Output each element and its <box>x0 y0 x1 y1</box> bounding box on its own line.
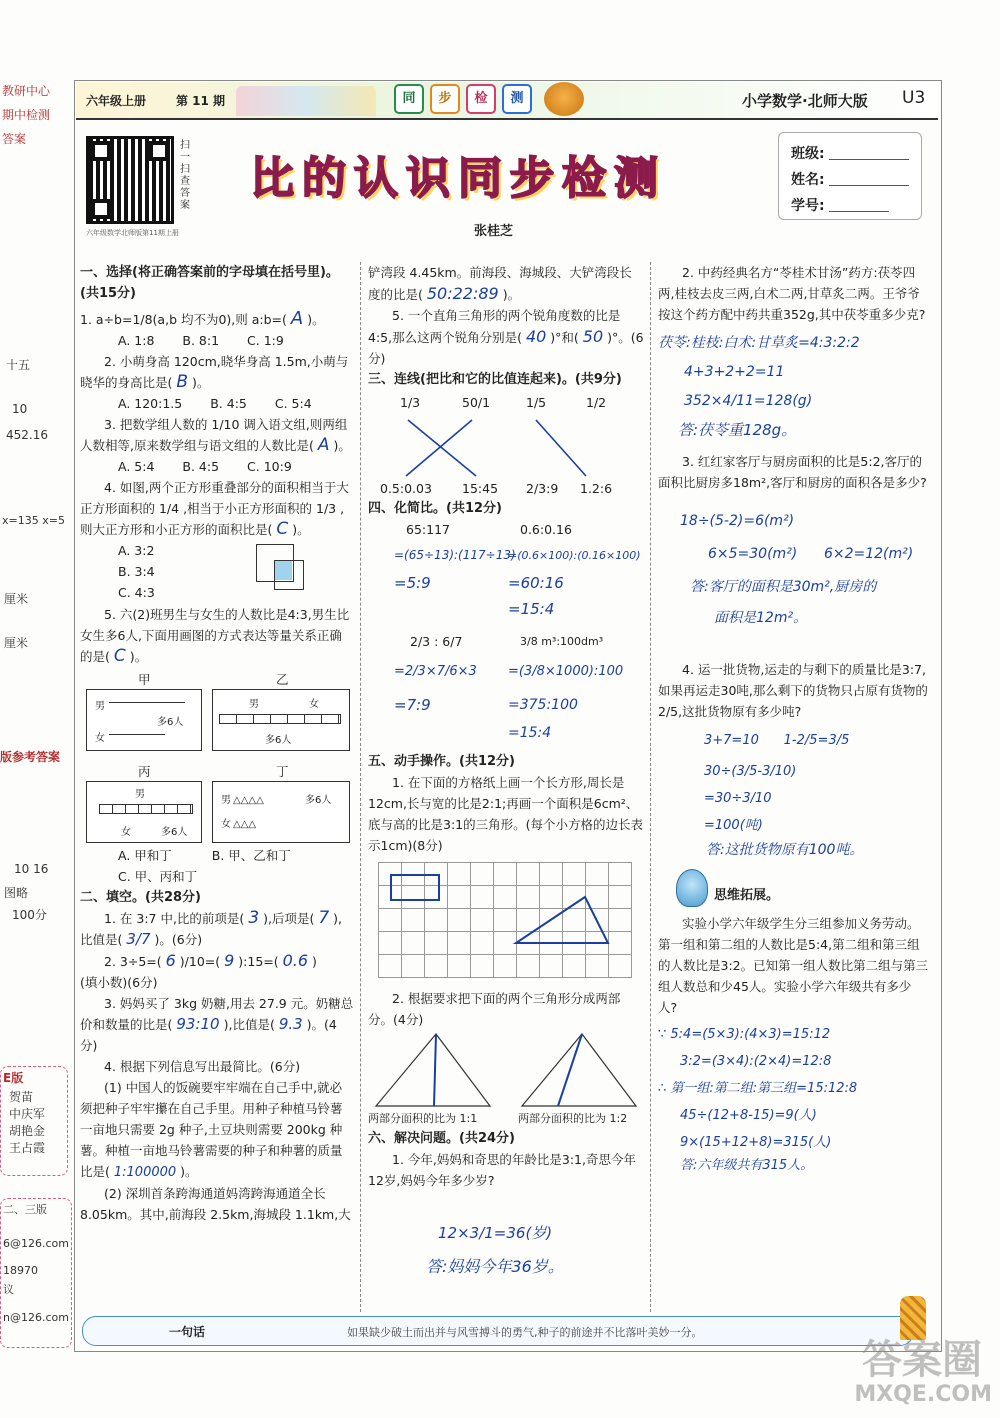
q1-answer: A <box>290 308 304 329</box>
column-2 <box>368 262 644 1277</box>
fig-label-ding: 丁 <box>276 764 289 779</box>
info-row: 班级: <box>791 146 825 162</box>
q5-options: A. 甲和丁 B. 甲、乙和丁 <box>118 848 291 863</box>
ext-work: 45÷(12+8-15)=9(人) <box>680 1108 817 1123</box>
a2-answer: 答:茯苓重128g。 <box>678 421 797 439</box>
f1: 1. 在 3:7 中,比的前项是( 3 ),后项是( 7 ),比值是( 3/7 )。(6分) <box>80 908 343 948</box>
fig-yi: 男 女 多6人 <box>212 689 350 751</box>
castle-decoration <box>236 86 376 116</box>
q2: 2. 小萌身高 120cm,晓华身高 1.5m,小萌与晓华的身高比是( B )。 <box>80 354 349 392</box>
class-field[interactable] <box>829 159 909 160</box>
lightbulb-icon <box>676 869 708 907</box>
info-row: 姓名: <box>791 172 825 188</box>
q4-answer: C <box>276 519 289 539</box>
fig-label-jia: 甲 <box>138 672 151 687</box>
column-1 <box>80 262 354 1225</box>
f4-2-answer: 50:22:89 <box>426 284 499 303</box>
simplify-work: =5:9 <box>394 574 431 592</box>
triangles: △△△ <box>233 819 257 830</box>
footer-label: 一句话 <box>169 1325 206 1339</box>
f2-note: (填小数)(6分) <box>80 975 158 990</box>
strip-frag: 版参考答案 <box>0 750 61 764</box>
name-field[interactable] <box>829 185 909 186</box>
a3: 3. 红红家客厅与厨房面积的比是5:2,客厅的面积比厨房多18m²,客厅和厨房的面积各是多少? <box>658 454 927 490</box>
f4-1-answer: 1:100000 <box>113 1165 177 1180</box>
fig-label-bing: 丙 <box>138 764 151 779</box>
badge-char: 步 <box>430 84 460 114</box>
grade-label: 六年级上册 <box>86 94 147 108</box>
a4-work: =100(吨) <box>704 818 763 833</box>
col-divider <box>650 262 651 1312</box>
a3-answer: 面积是12m²。 <box>714 610 808 626</box>
header-bar <box>76 82 938 120</box>
a1-work: 12×3/1=36(岁) <box>438 1224 553 1242</box>
overlap-region <box>275 561 292 580</box>
a1-answer: 答:妈妈今年36岁。 <box>426 1257 564 1276</box>
strip-frag: 图略 <box>4 886 29 900</box>
strip-frag: x=135 x=5 <box>2 514 65 527</box>
f1-answer: 7 <box>318 908 330 928</box>
tiger-mascot-icon <box>544 82 584 116</box>
triangle-left <box>368 1030 644 1110</box>
q4: 4. 如图,两个正方形重叠部分的面积相当于大正方形面积的 1/4 ,相当于小正方形面积的 1/3 ,则大正方形和小正方形的面积比是( C )。 <box>80 480 349 539</box>
column-3 <box>658 262 930 1176</box>
a2-work: 4+3+2+2=11 <box>684 364 785 380</box>
f4-1: (1) 中国人的饭碗要牢牢端在自己手中,就必须把种子牢牢攥在自己手里。用种子种植马铃薯一亩地只需要 2g 种子,土豆块则需要 200kg 种薯。种植一亩地马铃薯需要的种子和种薯的质量比是( 1:100000 )。 <box>80 1080 343 1180</box>
editor-name: 胡艳金 <box>9 1124 46 1138</box>
triangle-caption: 两部分面积的比为 1:1 <box>368 1112 478 1125</box>
page-code: U3 <box>902 88 926 108</box>
f5: 5. 一个直角三角形的两个锐角度数的比是 4:5,那么这两个锐角分别是( 40 )°和( 50 )°。(6分) <box>368 308 644 366</box>
section-choice-title: 一、选择(将正确答案前的字母填在括号里)。(共15分) <box>80 265 339 301</box>
editor-name: 贺苗 <box>9 1090 34 1104</box>
f4: 4. 根据下列信息写出最简比。(6分) <box>104 1059 301 1074</box>
qr-corner <box>91 141 111 161</box>
a4-work: 3+7=10 1-2/5=3/5 <box>704 733 850 748</box>
watermark-text: MXQE.COM <box>854 1382 992 1407</box>
q2-options: A. 120:1.5 B. 4:5 C. 5:4 <box>118 396 312 411</box>
simplify-problem: 65:117 <box>406 522 450 537</box>
ext-work: 9×(15+12+8)=315(人) <box>680 1135 832 1150</box>
op2: 2. 根据要求把下面的两个三角形分成两部分。(4分) <box>368 991 621 1027</box>
info-row: 学号: <box>791 198 825 214</box>
q1: 1. a÷b=1/8(a,b 均不为0),则 a:b=( A )。 <box>80 308 325 329</box>
contact-line: 6@126.com <box>3 1237 69 1250</box>
q1-options: A. 1:8 B. 8:1 C. 1:9 <box>118 333 284 348</box>
match-line <box>408 420 476 476</box>
match-top: 1/2 <box>586 395 607 410</box>
strip-frag: 10 16 <box>14 862 49 876</box>
strip-line: 教研中心 <box>2 84 51 98</box>
badge-char: 检 <box>466 84 496 114</box>
q5: 5. 六(2)班男生与女生的人数比是4:3,男生比女生多6人,下面用画图的方式表达等量关系正确的是( C )。 <box>80 607 350 666</box>
qr-code <box>86 136 174 224</box>
strip-frag: 十五 <box>6 358 31 372</box>
simplify-work: =60:16 <box>508 574 564 592</box>
id-field[interactable] <box>829 211 889 212</box>
f5-answer: 40 <box>525 327 547 346</box>
a2-work: 352×4/11=128(g) <box>684 393 813 409</box>
a4-answer: 答:这批货物原有100吨。 <box>706 842 864 858</box>
footer-quote: 如果缺少破土而出并与风雪搏斗的勇气,种子的前途并不比落叶美妙一分。 <box>347 1326 703 1339</box>
strip-frag: 厘米 <box>4 636 29 650</box>
drawn-triangle <box>378 862 631 977</box>
simplify-work: =15:4 <box>508 600 555 618</box>
watermark <box>812 1338 1000 1407</box>
f2-answer: 9 <box>224 951 235 970</box>
badge-char: 测 <box>502 84 532 114</box>
fig-label-yi: 乙 <box>276 672 289 687</box>
f2: 2. 3÷5=( 6 )/10=( 9 ):15=( 0.6 ) <box>104 951 317 970</box>
giraffe-icon <box>900 1296 926 1340</box>
triangle-area <box>368 1030 644 1128</box>
ext-header <box>658 869 930 913</box>
simplify-work: =(0.6×100):(0.16×100) <box>508 549 641 562</box>
fig-ding: 男 △△△△ 多6人 女 △△△ <box>212 781 350 843</box>
strip-frag: 452.16 <box>6 428 48 442</box>
section-solve-title: 六、解决问题。(共24分) <box>368 1131 515 1146</box>
f3-answer: 93:10 <box>176 1015 220 1033</box>
qr-caption: 六年级数学北师版第11期上册 <box>86 229 179 237</box>
strip-frag: 10 <box>12 402 28 416</box>
match-bottom: 15:45 <box>462 481 499 496</box>
f2-answer: 6 <box>165 951 176 970</box>
simplify-work: =(65÷13):(117÷13) <box>394 548 516 562</box>
subject-label: 小学数学·北师大版 <box>742 92 868 110</box>
match-bottom: 0.5:0.03 <box>380 481 432 496</box>
simplify-grid <box>368 519 644 751</box>
simplify-work: =15:4 <box>508 725 552 741</box>
simplify-problem: 2/3 : 6/7 <box>410 634 463 649</box>
f1-answer: 3 <box>248 908 260 928</box>
badge-char: 同 <box>394 84 424 114</box>
q3: 3. 把数学组人数的 1/10 调入语文组,则两组人数相等,原来数学组与语文组的人数比是( A )。 <box>80 417 351 455</box>
author: 张桂芝 <box>474 224 514 239</box>
match-bottom: 2/3:9 <box>526 481 559 496</box>
section-operation-title: 五、动手操作。(共12分) <box>368 754 515 769</box>
badge-group <box>394 84 532 114</box>
a3-work: 18÷(5-2)=6(m²) <box>680 513 795 529</box>
f4-2-cont: 铲湾段 4.45km。前海段、海城段、大铲湾段长度的比是( 50:22:89 )。 <box>368 265 632 303</box>
match-bottom: 1.2:6 <box>580 481 613 496</box>
q4-options: A. 3:2 B. 3:4 C. 4:3 <box>118 543 155 600</box>
op1: 1. 在下面的方格纸上画一个长方形,周长是12cm,长与宽的比是2:1;再画一个面积是6cm²、底与高的比是3:1的三角形。(每个小方格的边长表示1cm)(8分) <box>368 775 643 853</box>
q3-options: A. 5:4 B. 4:5 C. 10:9 <box>118 459 292 474</box>
footer-bar <box>82 1316 914 1346</box>
simplify-work: =7:9 <box>394 696 431 714</box>
fig-bing: 男 女 多6人 <box>86 781 202 843</box>
f5-answer: 50 <box>582 327 604 346</box>
section-match-title: 三、连线(把比和它的比值连起来)。(共9分) <box>368 372 622 387</box>
overlap-squares-figure <box>256 540 316 600</box>
a2-work: 茯苓:桂枝:白术:甘草炙=4:3:2:2 <box>658 335 860 351</box>
simplify-problem: 0.6:0.16 <box>520 522 572 537</box>
student-info-box <box>778 132 922 220</box>
a1: 1. 今年,妈妈和奇思的年龄比是3:1,奇思今年12岁,妈妈今年多少岁? <box>368 1152 636 1188</box>
qr-corner <box>91 199 111 219</box>
editor-box <box>0 1066 68 1176</box>
simplify-work: =2/3×7/6×3 <box>394 664 477 679</box>
editor-name: 中庆军 <box>9 1107 46 1121</box>
f3: 3. 妈妈买了 3kg 奶糖,用去 27.9 元。奶糖总价和数量的比是( 93:10 ),比值是( 9.3 )。(4分) <box>80 996 354 1053</box>
scan-text: 扫一扫 查答案 <box>180 140 190 211</box>
triangle-caption: 两部分面积的比为 1:2 <box>518 1112 628 1125</box>
match-line <box>536 420 586 476</box>
section-simplify-title: 四、化简比。(共12分) <box>368 501 502 516</box>
simplify-work: =375:100 <box>508 697 578 713</box>
editor-name: 王占霞 <box>9 1141 46 1155</box>
q4-options-wrap <box>80 540 354 604</box>
strip-frag: 厘米 <box>4 592 29 606</box>
a4-work: 30÷(3/5-3/10) <box>704 764 797 779</box>
issue-label: 第 11 期 <box>176 94 226 108</box>
ext-answer: 答:六年级共有315人。 <box>680 1158 814 1173</box>
a4-work: =30÷3/10 <box>704 791 772 806</box>
strip-frag: 100分 <box>12 908 47 922</box>
contact-line: 18970 <box>3 1264 38 1277</box>
a2: 2. 中药经典名方“苓桂术甘汤”药方:茯苓四两,桂枝去皮三两,白术二两,甘草炙二两。王爷爷按这个药方配中药共重352g,其中茯苓重多少克? <box>658 265 926 322</box>
page-title: 比的认识同步检测 <box>250 153 666 204</box>
watermark-text: 答案圈 <box>862 1337 982 1383</box>
match-line <box>406 420 472 476</box>
simplify-problem: 3/8 m³:100dm³ <box>520 635 604 648</box>
col-divider <box>360 262 361 1312</box>
triangles: △△△△ <box>233 795 264 806</box>
qr-corner <box>149 141 169 161</box>
q5-options: C. 甲、丙和丁 <box>118 869 198 884</box>
bar <box>109 734 165 735</box>
a3-answer: 答:客厅的面积是30m²,厨房的 <box>690 579 877 595</box>
grid-paper <box>378 862 632 978</box>
q5-figures <box>80 669 354 845</box>
strip-line: 期中检测 <box>2 108 51 122</box>
bar <box>219 714 341 724</box>
match-area <box>368 390 644 498</box>
q5-answer: C <box>113 646 126 666</box>
ext-work: 3:2=(3×4):(2×4)=12:8 <box>680 1054 832 1069</box>
ext-work: ∴ 第一组:第二组:第三组=15:12:8 <box>658 1081 858 1096</box>
simplify-work: =(3/8×1000):100 <box>508 664 624 679</box>
a4: 4. 运一批货物,运走的与剩下的质量比是3:7,如果再运走30吨,那么剩下的货物只占原有货物的2/5,这批货物原有多少吨? <box>658 662 928 719</box>
ext-problem: 实验小学六年级学生分三组参加义务劳动。第一组和第二组的人数比是5:4,第二组和第三组的人数比是3:2。已知第一组人数比第二组与第三组人数总和少45人。实验小学六年级共有多少人? <box>658 916 929 1015</box>
editor-box-title: E版 <box>3 1071 24 1085</box>
match-top: 1/3 <box>400 395 421 410</box>
bar <box>99 804 193 814</box>
f2-answer: 0.6 <box>282 951 309 970</box>
ext-title: 思维拓展。 <box>714 888 780 903</box>
contact-line: 议 <box>3 1283 14 1296</box>
fig-jia: 男 多6人 女 <box>86 689 202 751</box>
contact-line: n@126.com <box>3 1311 69 1324</box>
ext-work: ∵ 5:4=(5×3):(4×3)=15:12 <box>658 1027 831 1042</box>
bar <box>109 702 185 703</box>
q2-answer: B <box>176 372 189 392</box>
f1-answer: 3/7 <box>126 930 151 948</box>
f4-2: (2) 深圳首条跨海通道妈湾跨海通道全长 8.05km。其中,前海段 2.5km,海城段 1.1km,大 <box>80 1186 351 1222</box>
f3-answer: 9.3 <box>278 1015 303 1033</box>
strip-line: 答案 <box>2 132 27 146</box>
match-top: 1/5 <box>526 395 547 410</box>
section-fill-title: 二、填空。(共28分) <box>80 890 201 905</box>
q3-answer: A <box>317 435 330 455</box>
match-top: 50/1 <box>462 395 491 410</box>
contact-box <box>0 1198 72 1348</box>
a3-work: 6×5=30(m²) 6×2=12(m²) <box>708 546 914 562</box>
contact-line: 二、三版 <box>3 1203 47 1216</box>
left-strip <box>0 78 72 1348</box>
